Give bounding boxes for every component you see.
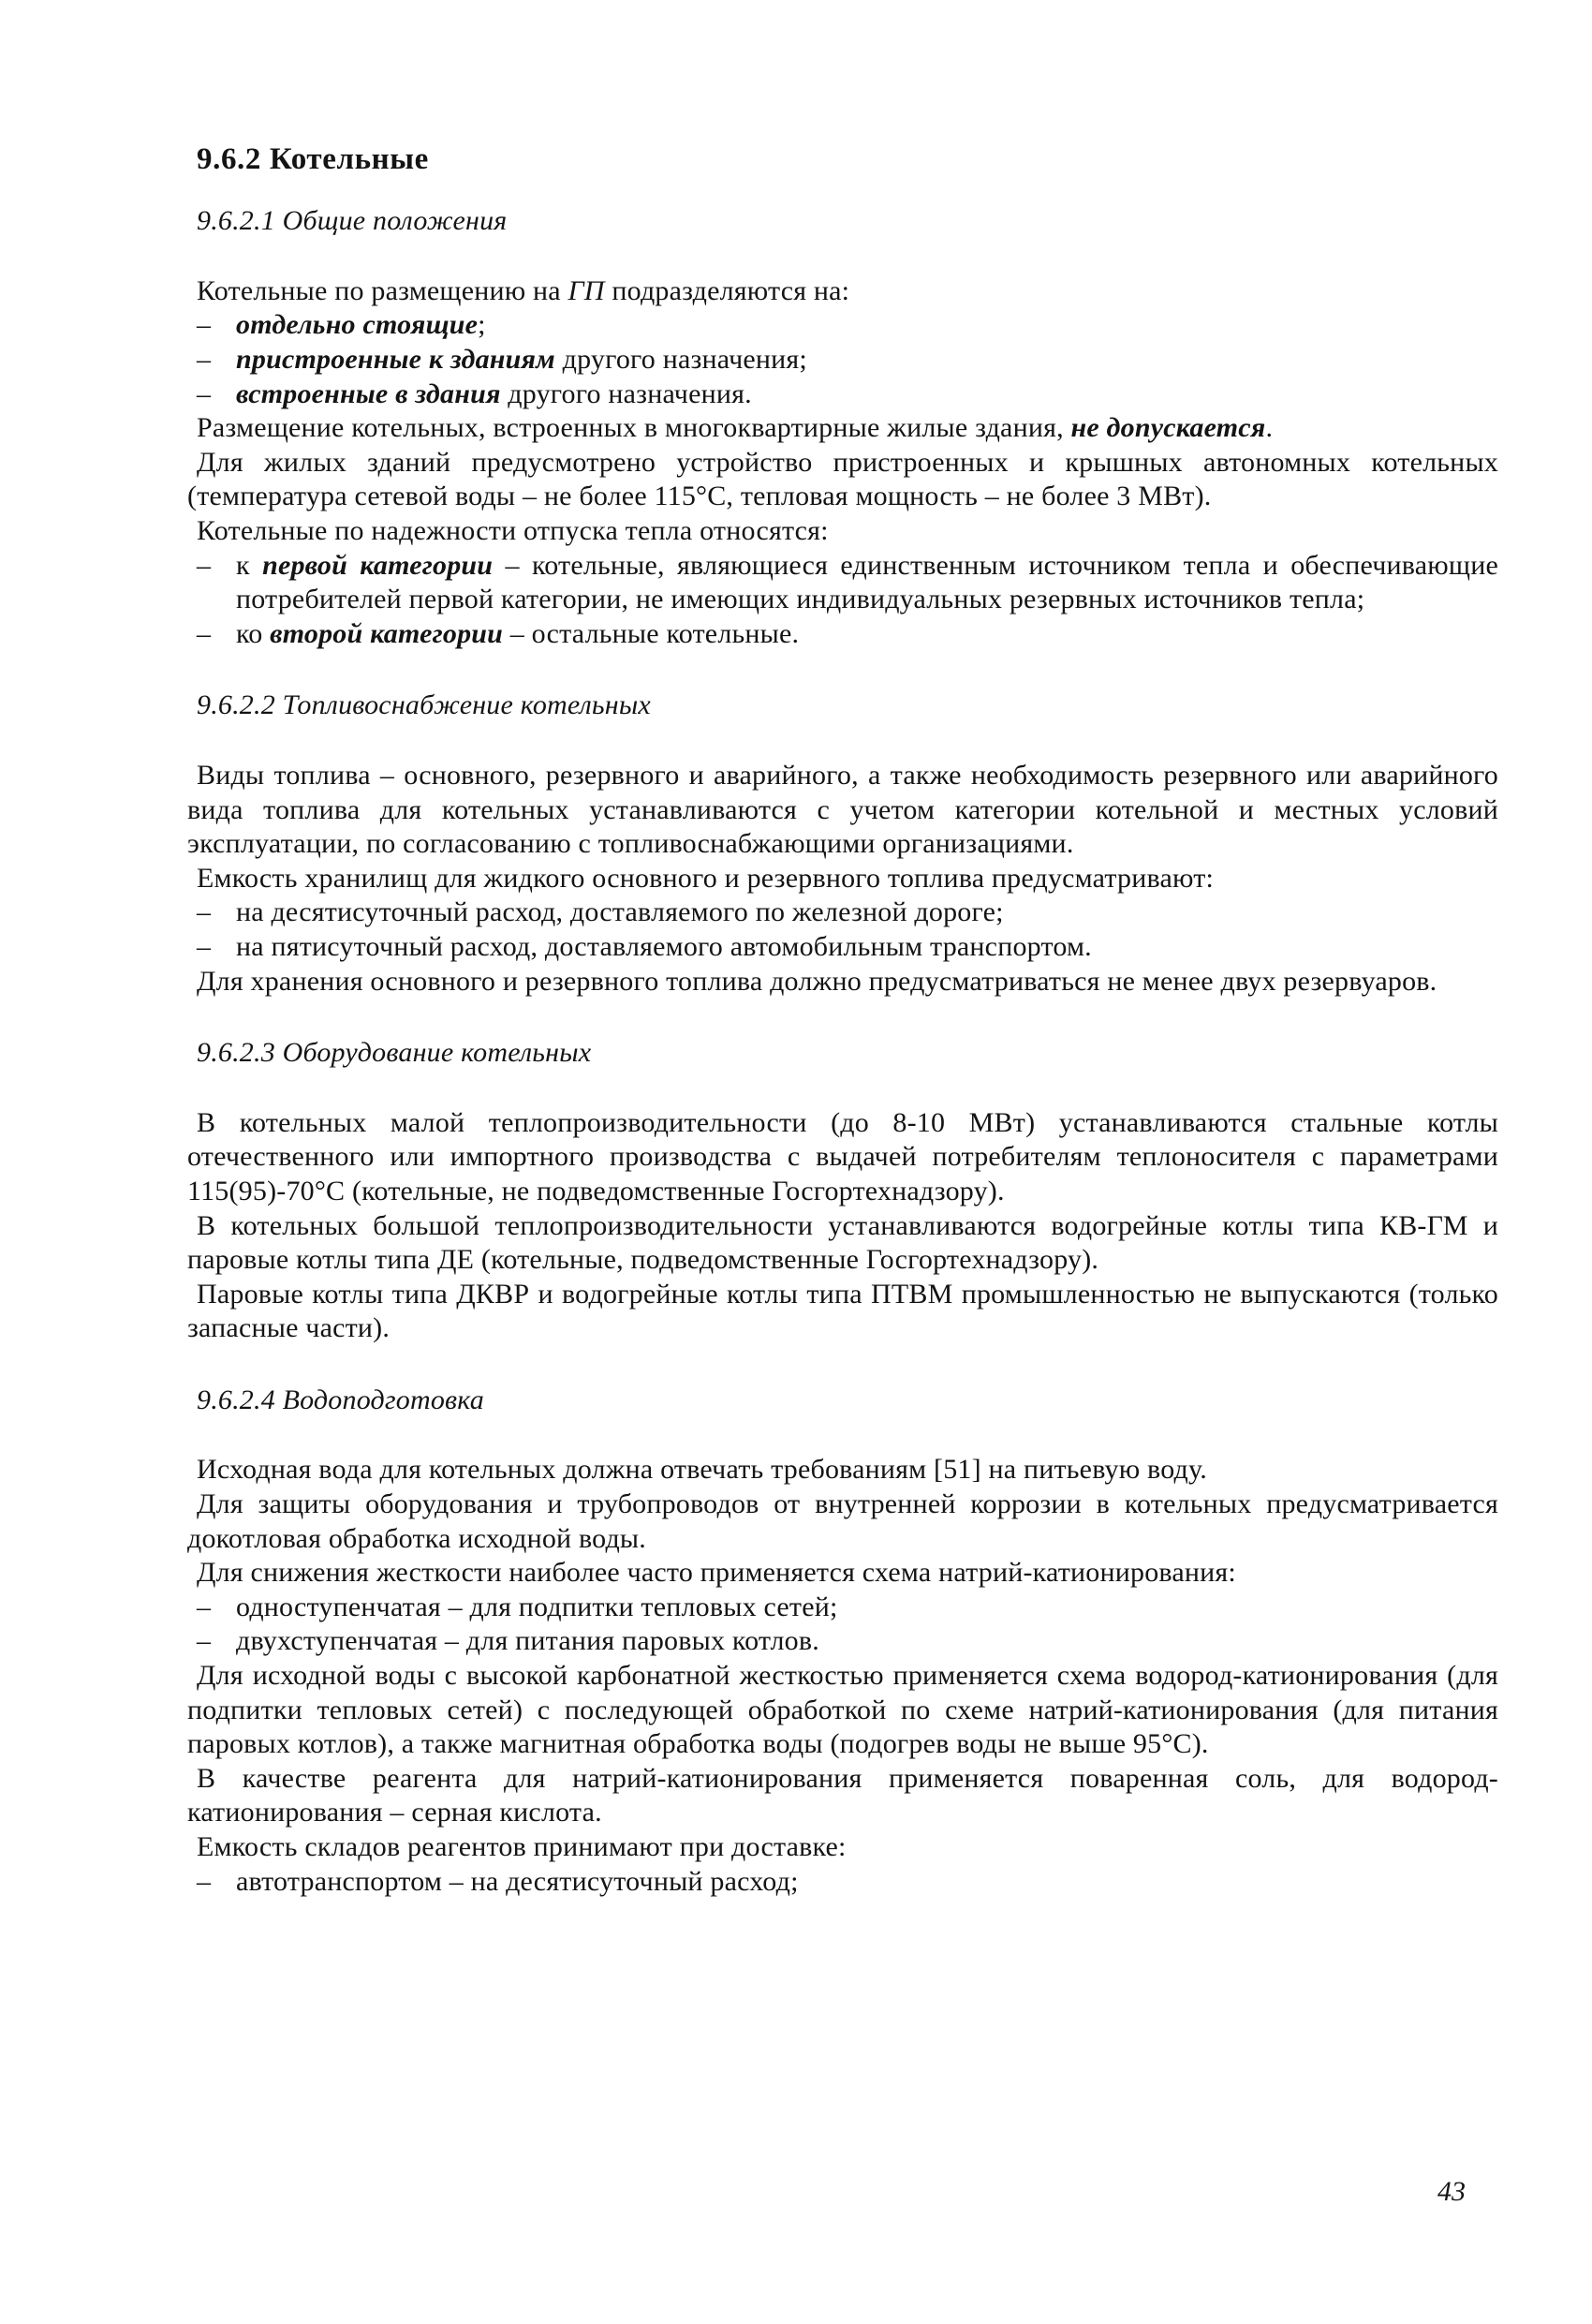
list-dash: – [197, 309, 212, 341]
list-dash: – [197, 1865, 212, 1897]
list-item: – одноступенчатая – для подпитки тепловых сетей; [187, 1591, 1498, 1625]
list-item: – двухступенчатая – для питания паровых котлов. [187, 1624, 1498, 1659]
list-dash: – [197, 1591, 212, 1622]
list-item: – на пятисуточный расход, доставляемого автомобильным транспортом. [187, 930, 1498, 965]
paragraph-placement-rule: Размещение котельных, встроенных в многоквартирные жилые здания, не допускается. [197, 412, 1274, 444]
list-dash: – [197, 617, 212, 649]
paragraph-discontinued-boilers: Паровые котлы типа ДКВР и водогрейные котлы типа ПТВМ промышленностью не выпускаются (только запасные части). [187, 1278, 1498, 1344]
subsection-title-fuel: 9.6.2.2 Топливоснабжение котельных [197, 689, 651, 721]
list-dash: – [197, 344, 212, 376]
list-item: – к первой категории – котельные, являющиеся единственным источником тепла и обеспечивающие потребителей первой категории, не имеющих индивидуальных резервных источников тепла; [187, 549, 1498, 617]
subsection-title-general: 9.6.2.1 Общие положения [197, 205, 508, 237]
paragraph-large-boilers: В котельных большой теплопроизводительности устанавливаются водогрейные котлы типа КВ-ГМ и паровые котлы типа ДЕ (котельные, подведомственные Госгортехнадзору). [187, 1209, 1498, 1276]
paragraph-carbonate: Для исходной воды с высокой карбонатной жесткостью применяется схема водород-катионирования (для подпитки тепловых сетей) с последующей обработкой по схеме натрий-катионирования (для питания паровых котлов), а также магнитная обработка воды (подогрев воды не выше 95°С). [187, 1660, 1498, 1760]
paragraph-fuel-types: Виды топлива – основного, резервного и аварийного, а также необходимость резервного или аварийного вида топлива для котельных устанавливаются с учетом категории котельной и местных условий эксплуатации, по согласованию с топливоснабжающими организациями. [187, 759, 1498, 860]
subsection-title-equipment: 9.6.2.3 Оборудование котельных [197, 1037, 592, 1069]
paragraph-reliability: Котельные по надежности отпуска тепла относятся: [197, 515, 829, 546]
paragraph-reagents: В качестве реагента для натрий-катионирования применяется поваренная соль, для водород-катионирования – серная кислота. [187, 1762, 1498, 1828]
paragraph-fuel-tanks: Для хранения основного и резервного топлива должно предусматриваться не менее двух резервуаров. [197, 965, 1437, 997]
paragraph-fuel-storage: Емкость хранилищ для жидкого основного и резервного топлива предусматривают: [197, 862, 1215, 894]
list-item: – ко второй категории – остальные котельные. [187, 617, 1498, 652]
paragraph-hardness: Для снижения жесткости наиболее часто применяется схема натрий-катионирования: [197, 1557, 1236, 1589]
page-number: 43 [1437, 2176, 1466, 2207]
list-dash: – [197, 930, 212, 962]
paragraph-corrosion: Для защиты оборудования и трубопроводов от внутренней коррозии в котельных предусматривается докотловая обработка исходной воды. [187, 1488, 1498, 1554]
list-dash: – [197, 377, 212, 409]
section-title: 9.6.2 Котельные [197, 142, 429, 176]
paragraph-placement-intro: Котельные по размещению на ГП подразделяются на: [197, 274, 850, 306]
list-item: – отдельно стоящие; [187, 308, 1498, 343]
paragraph-residential: Для жилых зданий предусмотрено устройство пристроенных и крышных автономных котельных (температура сетевой воды – не более 115°С, тепловая мощность – не более 3 МВт). [187, 446, 1498, 512]
page-content [187, 141, 1498, 1899]
list-item: – встроенные в здания другого назначения. [187, 377, 1498, 412]
paragraph-small-boilers: В котельных малой теплопроизводительности (до 8-10 МВт) устанавливаются стальные котлы отечественного или импортного производства с выдачей потребителям теплоносителя с параметрами 115(95)-70°С (котельные, не подведомственные Госгортехнадзору). [187, 1106, 1498, 1206]
list-dash: – [197, 896, 212, 928]
paragraph-source-water: Исходная вода для котельных должна отвечать требованиям [51] на питьевую воду. [197, 1454, 1207, 1486]
list-dash: – [197, 549, 212, 581]
list-item: – автотранспортом – на десятисуточный расход; [187, 1865, 1498, 1900]
list-item: – пристроенные к зданиям другого назначения; [187, 343, 1498, 377]
subsection-title-water-treatment: 9.6.2.4 Водоподготовка [197, 1384, 484, 1415]
list-dash: – [197, 1625, 212, 1657]
paragraph-reagent-storage: Емкость складов реагентов принимают при доставке: [197, 1831, 847, 1862]
list-item: – на десятисуточный расход, доставляемого по железной дороге; [187, 896, 1498, 930]
